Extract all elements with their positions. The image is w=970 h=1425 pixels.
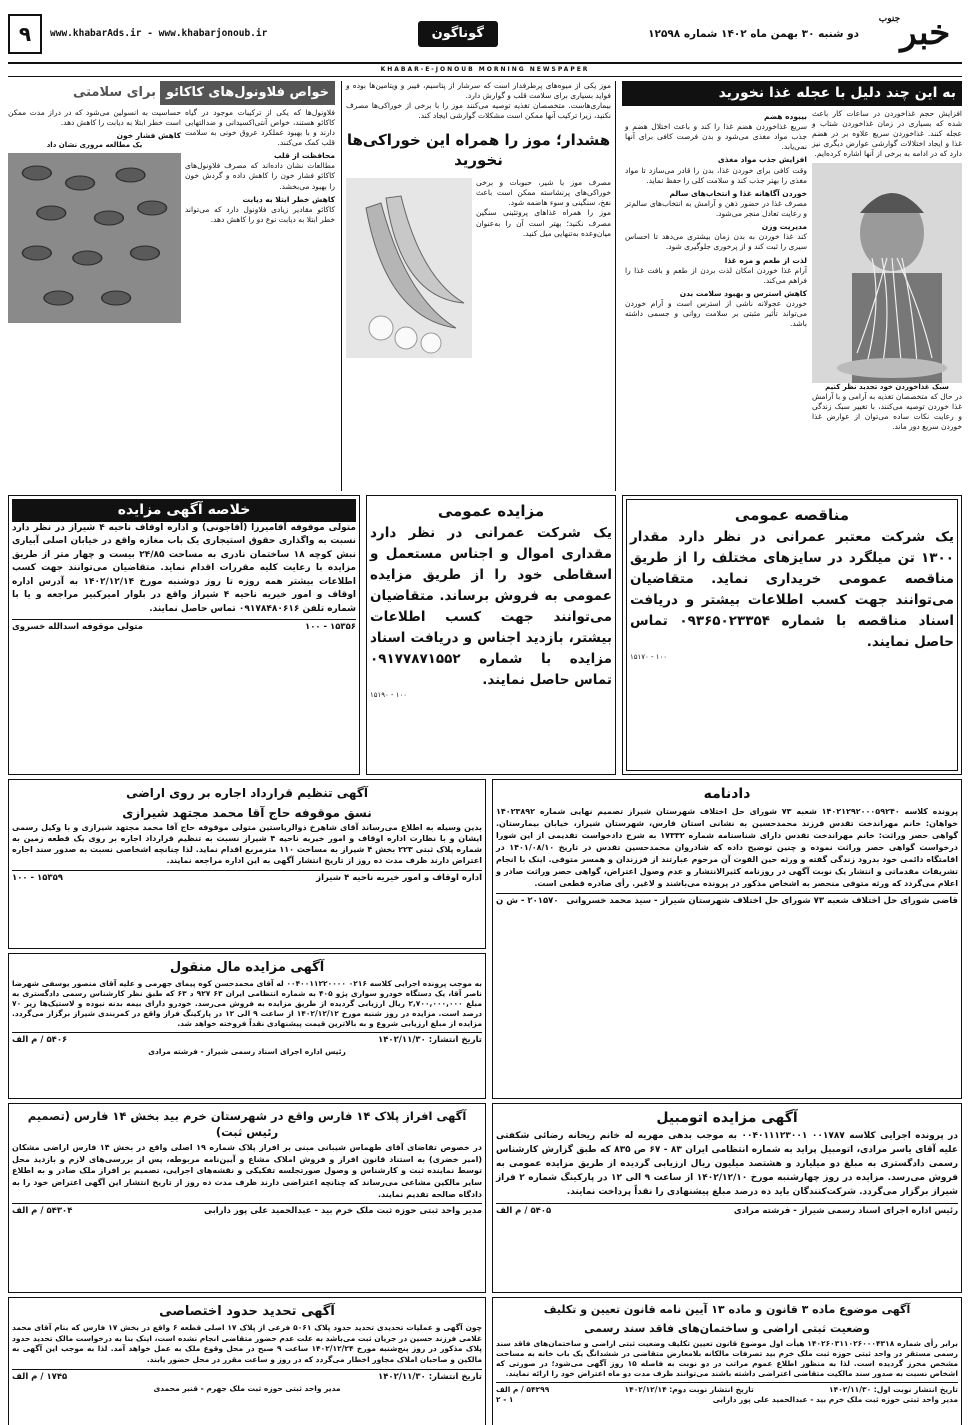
ad-verdict-code: ۲۰۱۵۷۰ - ش ن — [496, 895, 559, 906]
ads-row-4 — [8, 1297, 962, 1425]
ad-partition-code: ۵۴۳۰۴ / م الف — [12, 1206, 73, 1217]
man-eating-noodles-image — [812, 163, 962, 383]
article-food-title: به این چند دلیل با عجله غذا نخورید — [622, 81, 962, 106]
ads-row-3 — [8, 1103, 962, 1293]
ad-lease — [8, 779, 486, 949]
ad-land-article-code: ۵۴۲۹۹ / م الف — [496, 1385, 550, 1395]
ad-verdict-title: دادنامه — [703, 786, 751, 803]
ad-vehicle-auction-title: آگهی مزایده مال منقول — [169, 960, 325, 976]
article-food-sub5: لذت از طعم و مزه غذا — [724, 255, 807, 265]
banana-illustration — [346, 178, 472, 358]
section-title: گوناگون — [418, 21, 498, 47]
ad-car-auction-code: ۵۴۰۵ / م الف — [496, 1205, 552, 1216]
article-cocoa-sub2: کاهش خطر ابتلا به دیابت — [242, 194, 335, 204]
ad-land-article-date2: تاریخ انتشار نوبت دوم: ۱۴۰۲/۱۲/۱۴ — [624, 1385, 754, 1395]
website-urls[interactable]: www.khabarAds.ir - www.khabarjonoub.ir — [50, 27, 268, 39]
ad-auction-public-title: مزایده عمومی — [437, 502, 545, 521]
article-food-text4: کند غذا خوردن به بدن زمان بیشتری می‌دهد تا احساس سیری را ثبت کند و از پرخوری جلوگیری شود. — [625, 232, 807, 252]
article-food-text2: وقت کافی برای خوردن غذا، بدن را قادر می‌سازد تا مواد مغذی را بهتر جذب کند و سلامت کلی را حفظ نماید. — [625, 165, 807, 185]
ad-tender-title: مناقصه عمومی — [734, 506, 850, 525]
article-food — [622, 81, 962, 491]
ad-boundary-title: آگهی تحدید حدود اختصاصی — [159, 1304, 335, 1320]
article-food-sub6: کاهش استرس و بهبود سلامت بدن — [679, 288, 807, 298]
ad-lease-body: بدین وسیله به اطلاع می‌رساند آقای شاهرخ ذوالریاستین متولی موقوفه حاج آقا محمد مجتهد شیرازی و با وکیل رسمی ایشان و با نظارت اداره اوقاف و امور خیریه ناحیه ۴ شیراز نسبت به تنظیم قرارداد اجاره بر روی یک قطعه زمین به شماره پلاک ثبتی ۲۲۳ بخش ۴ شیراز به مساحت ۱۱۰ مترمربع اقدام نماید. لذا چنانچه اشخاصی نسبت به صدور سند اجاره اعتراض دارند ظرف مدت ده روز از تاریخ انتشار آگهی به این اداره مراجعه نمایند. — [12, 823, 482, 865]
ad-boundary-code: ۱۷۴۵ / م الف — [12, 1372, 68, 1383]
article-cocoa-caption: یک مطالعه مروری نشان داد — [46, 141, 143, 150]
ads-row-2 — [8, 779, 962, 1099]
ad-land-article-sign: مدیر واحد ثبتی حوزه ثبت ملک خرم بید - عبدالحمید علی پور دارابی — [712, 1395, 958, 1405]
ad-lease-title: آگهی تنظیم قرارداد اجاره بر روی اراضی — [126, 786, 368, 801]
ad-tender-code: ۱۵۱۷۰ - ۱۰۰ — [630, 652, 668, 661]
article-food-text3: مصرف غذا در حضور ذهن و آرامش به انتخاب‌های سالم‌تر و رعایت تعادل منجر می‌شود. — [625, 198, 807, 219]
cocoa-beans-image — [8, 153, 181, 323]
ad-vehicle-auction-body: به موجب پرونده اجرایی کلاسه ۰۲۱۶ ۰۰۴۰۰۱۱۲۲۰۰۰۰ له آقای محمدحسن کوه پیمای جهرمی و علیه آقای منصور یوسفی شهرضا ناصر آقا، یک دستگاه خودرو سواری پژو ۴۰۵ به شماره انتظامی ایران ۶۳ ۹۲۷ د ۶۳ که طبق نظر کارشناس رسمی دادگستری به مبلغ ۲,۷۰۰,۰۰۰,۰۰۰ ریال ارزیابی گردیده از طریق مزایده به فروش می‌رسد. خودرو دارای بیمه بدنه نبوده و لاستیک‌ها زیر ۷۰ درصد است. مزایده در روز شنبه مورخ ۱۴۰۲/۱۲/۱۲ از ساعت ۹ الی ۱۲ در پارکینگ فراز واقع در کمربندی شیراز برگزار می‌گردد. مزایده از مبلغ ارزیابی شروع و به بالاترین قیمت پیشنهادی نقداً فروخته خواهد شد. — [12, 978, 482, 1029]
ad-partition-body: در خصوص تقاضای آقای طهماس شیبانی مبنی بر افراز پلاک شماره ۱۹ اصلی واقع در بخش ۱۴ فارس اراضی مشکان (امیر خضری) به استناد قانون افراز و فروش املاک مشاع و آیین‌نامه مربوطه، پس از بررسی‌های لازم و بازدید محل توسط نماینده ثبت و کارشناس و وصول صورتجلسه تفکیکی و نقشه‌های اجرایی، تصمیم بر افراز ملک صادر و به اطلاع سایر مالکین مشاعی می‌رساند که چنانچه اعتراضی دارند ظرف مدت ده روز از تاریخ انتشار این آگهی اعتراض خود را به دادگاه صالحه تقدیم نمایند. — [12, 1143, 483, 1199]
ad-boundary-date: تاریخ انتشار: ۱۴۰۲/۱۱/۳۰ — [378, 1372, 482, 1383]
article-cocoa-title: خواص فلاونول‌های کاکائو — [160, 81, 335, 105]
ad-car-auction-title: آگهی مزایده اتومبیل — [656, 1110, 798, 1127]
issue-date: دو شنبه ۳۰ بهمن ماه ۱۴۰۲ شماره ۱۲۵۹۸ — [648, 27, 859, 40]
masthead — [8, 6, 962, 64]
ad-land-article — [492, 1297, 962, 1425]
ad-car-auction — [492, 1103, 962, 1293]
ad-land-article-title2: وضعیت ثبتی اراضی و ساختمان‌های فاقد سند رسمی — [584, 1321, 870, 1335]
ad-partition-title: آگهی افراز پلاک ۱۴ فارس واقع در شهرستان خرم بید بخش ۱۴ فارس (تصمیم رئیس ثبت) — [27, 1109, 467, 1139]
article-food-text5: آرام غذا خوردن امکان لذت بردن از طعم و بافت غذا را فراهم می‌کند. — [625, 265, 807, 285]
ad-auction-summary-code: ۱۵۳۵۶ - ۱۰۰ — [305, 622, 356, 633]
ad-verdict — [492, 779, 962, 1099]
article-food-intro: افزایش حجم غذاخوردن در ساعات کار باعث شده که بسیاری در زمان غذاخوردن شتاب و عجله کنند. غذاخوردن سریع علاوه بر در هضم غذا و ایجاد اختلالات گوارشی عوارض دیگری نیز دارد که در ادامه به برخی از آنها اشاره کرده‌ایم. — [812, 108, 962, 159]
ad-auction-summary-body: متولی موقوفه آقامیرزا (آقاجونی) و اداره اوقاف ناحیه ۴ شیراز در نظر دارد نسبت به واگذاری حقوق استیجاری یک باب مغازه واقع در خیابان اصلی آبیاری نبش کوچه ۱۸ ساختمان نادری به مساحت ۲۴/۸۵ بیست و چهار متر از طریق مزایده با رعایت کلیه مقررات اقدام نماید. متقاضیان می‌توانند جهت کسب اطلاعات بیشتر همه روزه تا روز دوشنبه مورخ ۱۴۰۲/۱۲/۱۴ به آدرس اداره اوقاف و امور خیریه ناحیه ۴ شیراز واقع در بلوار امیرکبیر مراجعه و یا با شماره تلفن ۰۹۱۷۸۴۸۰۶۱۶ تماس حاصل نمایند. — [12, 522, 356, 614]
logo-sub: جنوب — [878, 14, 901, 24]
article-food-sub2: افزایش جذب مواد مغذی — [717, 155, 807, 165]
article-cocoa-text4: حساسیت به انسولین می‌شود که در دراز مدت ممکن است خطر ابتلا به دیابت را کاهش دهد. — [8, 107, 181, 127]
ad-land-article-ref: ۱ - ۲ — [496, 1395, 514, 1405]
ad-partition — [8, 1103, 486, 1293]
ad-boundary-body: چون آگهی و عملیات تحدیدی تحدید حدود پلاک ۵۰۶۱ فرعی از پلاک ۱۷ اصلی قطعه ۶ واقع در بخش ۱۷ فارس که بنام آقای محمد غلامی فرزند حسین در جریان ثبت می‌باشد به علت عدم حضور متقاضی انجام نشده است، اینک بنا به درخواست مالک تحدید حدود پلاک مذکور در روز پنج‌شنبه مورخ ۱۴۰۲/۱۲/۲۴ ساعت ۹ صبح در محل وقوع ملک به عمل خواهد آمد. لذا به موجب این آگهی به مالکین و صاحبان املاک مجاور اخطار می‌گردد که در روز و ساعت مقرر در محل حضور یابند. — [12, 1322, 482, 1365]
article-banana-title: هشدار؛ موز را همراه این خوراکی‌ها نخورید — [346, 130, 611, 169]
ads-row-1 — [8, 495, 962, 775]
ad-vehicle-auction-sign: رئیس اداره اجرای اسناد رسمی شیراز - فرشته مرادی — [148, 1046, 346, 1056]
article-banana-text3: مصرف موز با شیر، حبوبات و برخی خوراکی‌های پرنشاسته ممکن است باعث نفخ، سنگینی و سوء هاضمه شود. — [476, 178, 611, 208]
article-banana-text1: موز یکی از میوه‌های پرطرفدار است که سرشار از پتاسیم، فیبر و ویتامین‌ها بوده و فواید بسیاری برای سلامت قلب و گوارش دارد. — [346, 81, 611, 101]
ad-boundary-sign: مدیر واحد ثبتی حوزه ثبت ملک جهرم - قنبر محمدی — [153, 1383, 341, 1393]
top-articles — [8, 81, 962, 491]
ad-auction-summary-sign: متولی موقوفه اسدالله خسروی — [12, 622, 143, 633]
article-food-text1: سریع غذاخوردن هضم غذا را کند و باعث اختلال هضم و جذب مواد مغذی می‌شود و بدن فرصت کافی برای آنها نمی‌یابد. — [625, 122, 807, 152]
ad-auction-public-code: ۱۵۱۹۰ - ۱۰۰ — [370, 690, 408, 699]
article-cocoa-text3: کاکائو مقادیر زیادی فلاونول دارد که می‌تواند خطر ابتلا به دیابت نوع دو را کاهش دهد. — [185, 204, 335, 224]
ad-auction-summary — [12, 499, 356, 634]
article-cocoa-sub3: کاهش فشار خون — [116, 130, 181, 140]
ad-land-article-date1: تاریخ انتشار نوبت اول: ۱۴۰۲/۱۱/۳۰ — [829, 1385, 958, 1395]
ad-partition-sign: مدیر واحد ثبتی حوزه ثبت ملک خرم بید - عبدالحمید علی پور دارابی — [204, 1206, 482, 1217]
ad-land-article-title: آگهی موضوع ماده ۳ قانون و ماده ۱۳ آیین نامه قانون تعیین و تکلیف — [543, 1303, 911, 1317]
ad-tender-body: یک شرکت معتبر عمرانی در نظر دارد مقدار ۱۳۰۰ تن میلگرد در سایزهای مختلف را از طریق مناقصه عمومی خریداری نماید. متقاضیان می‌توانند جهت کسب اطلاعات بیشتر و دریافت اسناد مناقصه با شماره ۰۹۳۶۵۰۲۳۳۵۴ تماس حاصل نمایند. — [630, 529, 954, 650]
banana-image — [346, 178, 472, 358]
article-cocoa — [8, 81, 335, 491]
ad-auction-public — [366, 495, 616, 775]
article-cocoa-sub1: محافظت از قلب — [273, 151, 335, 161]
article-cocoa-text1: فلاونول‌ها که یکی از ترکیبات موجود در گیاه کاکائو هستند، خواص آنتی‌اکسیدانی و ضدالتهابی دارند و با بهبود عملکرد عروق خونی به سلامت قلب کمک می‌کنند. — [185, 107, 335, 148]
article-food-sub1: بیبوده هضم — [763, 111, 807, 121]
logo-text: خبر — [900, 13, 951, 54]
ad-lease-code: ۱۵۳۵۹ - ۱۰۰ — [12, 872, 63, 883]
ad-land-article-body: برابر رأی شماره ۱۴۰۲۶۰۳۱۱۰۲۶۰۰۰۴۳۱۸ هیأت اول موضوع قانون تعیین تکلیف وضعیت ثبتی اراضی و ساختمان‌های فاقد سند رسمی مستقر در واحد ثبتی حوزه ثبت ملک خرم بید تصرفات مالکانه بلامعارض متقاضی در ششدانگ یک باب خانه به مساحت مشخص محرز گردیده است. لذا به منظور اطلاع عموم مراتب در دو نوبت به فاصله ۱۵ روز آگهی می‌شود؛ در صورتی که اشخاص نسبت به صدور سند مالکیت متقاضی اعتراضی داشته باشند می‌توانند ظرف مدت دو ماه اعتراض خود را ارائه نمایند. — [496, 1338, 958, 1379]
cocoa-beans-illustration — [8, 153, 181, 323]
article-cocoa-text2: مطالعات نشان داده‌اند که مصرف فلاونول‌های کاکائو فشار خون را کاهش داده و گردش خون را بهبود می‌بخشد. — [185, 161, 335, 191]
ad-verdict-body: پرونده کلاسه ۱۴۰۲۱۲۹۲۰۰۰۵۹۲۴۰ شعبه ۷۳ شورای حل اختلاف شهرستان شیراز تصمیم نهایی شماره ۱۴۰۲۳۸۹۲ خواهان: خانم مهراندخت تقدس فرزند محمدحسین به نشانی استان فارس، شهرستان شیراز، خیابان بیمارستان. گواهی حصر وراثت: خانم مهراندخت تقدس دارای شناسنامه شماره ۱۷۳۳۲ به شرح دادخواست تقدیمی از این شورا درخواست گواهی حصر وراثت نموده و چنین توضیح داده که شادروان محمدحسین تقدس در تاریخ ۱۴۰۱/۰۸/۱۰ در اقامتگاه دائمی خود بدرود زندگی گفته و ورثه حین الفوت آن مرحوم عبارتند از فرزندان و همسر متوفی. اینک با انجام تشریفات مقدماتی و انتشار یک نوبت آگهی در روزنامه کثیرالانتشار و عدم وصول اعتراض، گواهی حصر وراثت صادر و اعلام می‌گردد که ورثه متوفی منحصر به اشخاص مذکور در پرونده می‌باشند و لاغیر. رأی صادره قطعی است. — [496, 806, 959, 888]
ad-lease-title2: نسق موقوفه حاج آقا محمد مجتهد شیرازی — [122, 806, 372, 821]
article-food-text6: خوردن عجولانه ناشی از استرس است و آرام خوردن می‌تواند تأثیر مثبتی بر سلامت روانی و جسمی داشته باشد. — [625, 299, 807, 329]
newspaper-logo — [867, 9, 962, 59]
article-banana-text2: بیماری‌هاست. متخصصان تغذیه توصیه می‌کنند موز را با برخی از خوراکی‌ها مصرف نکنید، زیرا ترکیب آنها ممکن است مشکلات گوارشی ایجاد کند. — [346, 101, 611, 121]
ad-auction-summary-title: خلاصه آگهی مزایده — [12, 499, 356, 522]
ad-vehicle-auction-date: تاریخ انتشار: ۱۴۰۲/۱۱/۳۰ — [378, 1035, 482, 1046]
article-food-sub3: خوردن آگاهانه غذا و انتخاب‌های سالم — [669, 188, 807, 198]
ad-vehicle-auction-code: ۵۴۰۶ / م الف — [12, 1035, 68, 1046]
article-food-caption: سبک غذاخوردن خود تجدید نظر کنیم — [825, 382, 949, 391]
ad-boundary — [8, 1297, 486, 1425]
ad-tender — [626, 499, 958, 771]
ad-lease-sign: اداره اوقاف و امور خیریه ناحیه ۴ شیراز — [316, 872, 482, 883]
ad-car-auction-body: در پرونده اجرایی کلاسه ۰۰۱۷۸۷ ۰۰۴۰۱۱۱۲۳۰۰۱ به موجب بدهی مهریه له خانم ریحانه رضائی شکفتی علیه آقای یاسر مرادی، اتومبیل پراید به شماره انتظامی ایران ۸۳ - ۶۷ ص ۸۳۵ که طبق گزارش کارشناس رسمی دادگستری به مبلغ دو میلیارد و هشتصد میلیون ریال ارزیابی گردیده از طریق مزایده عمومی به فروش می‌رسد. مزایده در روز چهارشنبه مورخ ۱۴۰۲/۱۲/۱۰ از ساعت ۹ الی ۱۲ در پارکینگ شماره ۲ فراز شیراز برگزار می‌گردد. شرکت‌کنندگان باید ده درصد مبلغ پیشنهادی را نقداً پرداخت نمایند. — [496, 1130, 959, 1197]
article-banana — [341, 81, 616, 491]
article-banana-text4: موز را همراه غذاهای پروتئینی سنگین مصرف نکنید؛ بهتر است آن را به‌عنوان میان‌وعده به‌تنهایی میل کنید. — [476, 208, 611, 238]
article-food-sub4: مدیریت وزن — [761, 222, 807, 232]
ad-auction-public-body: یک شرکت عمرانی در نظر دارد مقداری اموال و اجناس مستعمل و اسقاطی خود را از طریق مزایده عمومی به فروش برساند. متقاضیان می‌توانند جهت کسب اطلاعات بیشتر، بازدید اجناس و دریافت اسناد مزایده با شماره ۰۹۱۷۷۸۷۱۵۵۲ تماس حاصل نمایند. — [370, 525, 612, 688]
ad-vehicle-auction — [8, 953, 486, 1099]
man-eating-noodles-illustration — [812, 163, 962, 383]
ad-verdict-sign: قاضی شورای حل اختلاف شعبه ۷۳ شورای حل اختلاف شهرستان شیراز - سید محمد خسروانی — [566, 895, 958, 906]
article-cocoa-title2: برای سلامتی — [72, 85, 156, 101]
ad-car-auction-sign: رئیس اداره اجرای اسناد رسمی شیراز - فرشته مرادی — [733, 1205, 958, 1216]
masthead-english: KHABAR-E-JONOUB MORNING NEWSPAPER — [8, 64, 962, 77]
page-number: ۹ — [8, 14, 42, 54]
ad-auction-summary-holder — [8, 495, 360, 775]
article-food-tail: در حال که متخصصان تغذیه به آرامی و با آرامش غذا خوردن توصیه می‌کنند، با تغییر سبک زندگی و رعایت نکات ساده می‌توان از عوارض غذا خوردن سریع دور ماند. — [812, 392, 962, 432]
